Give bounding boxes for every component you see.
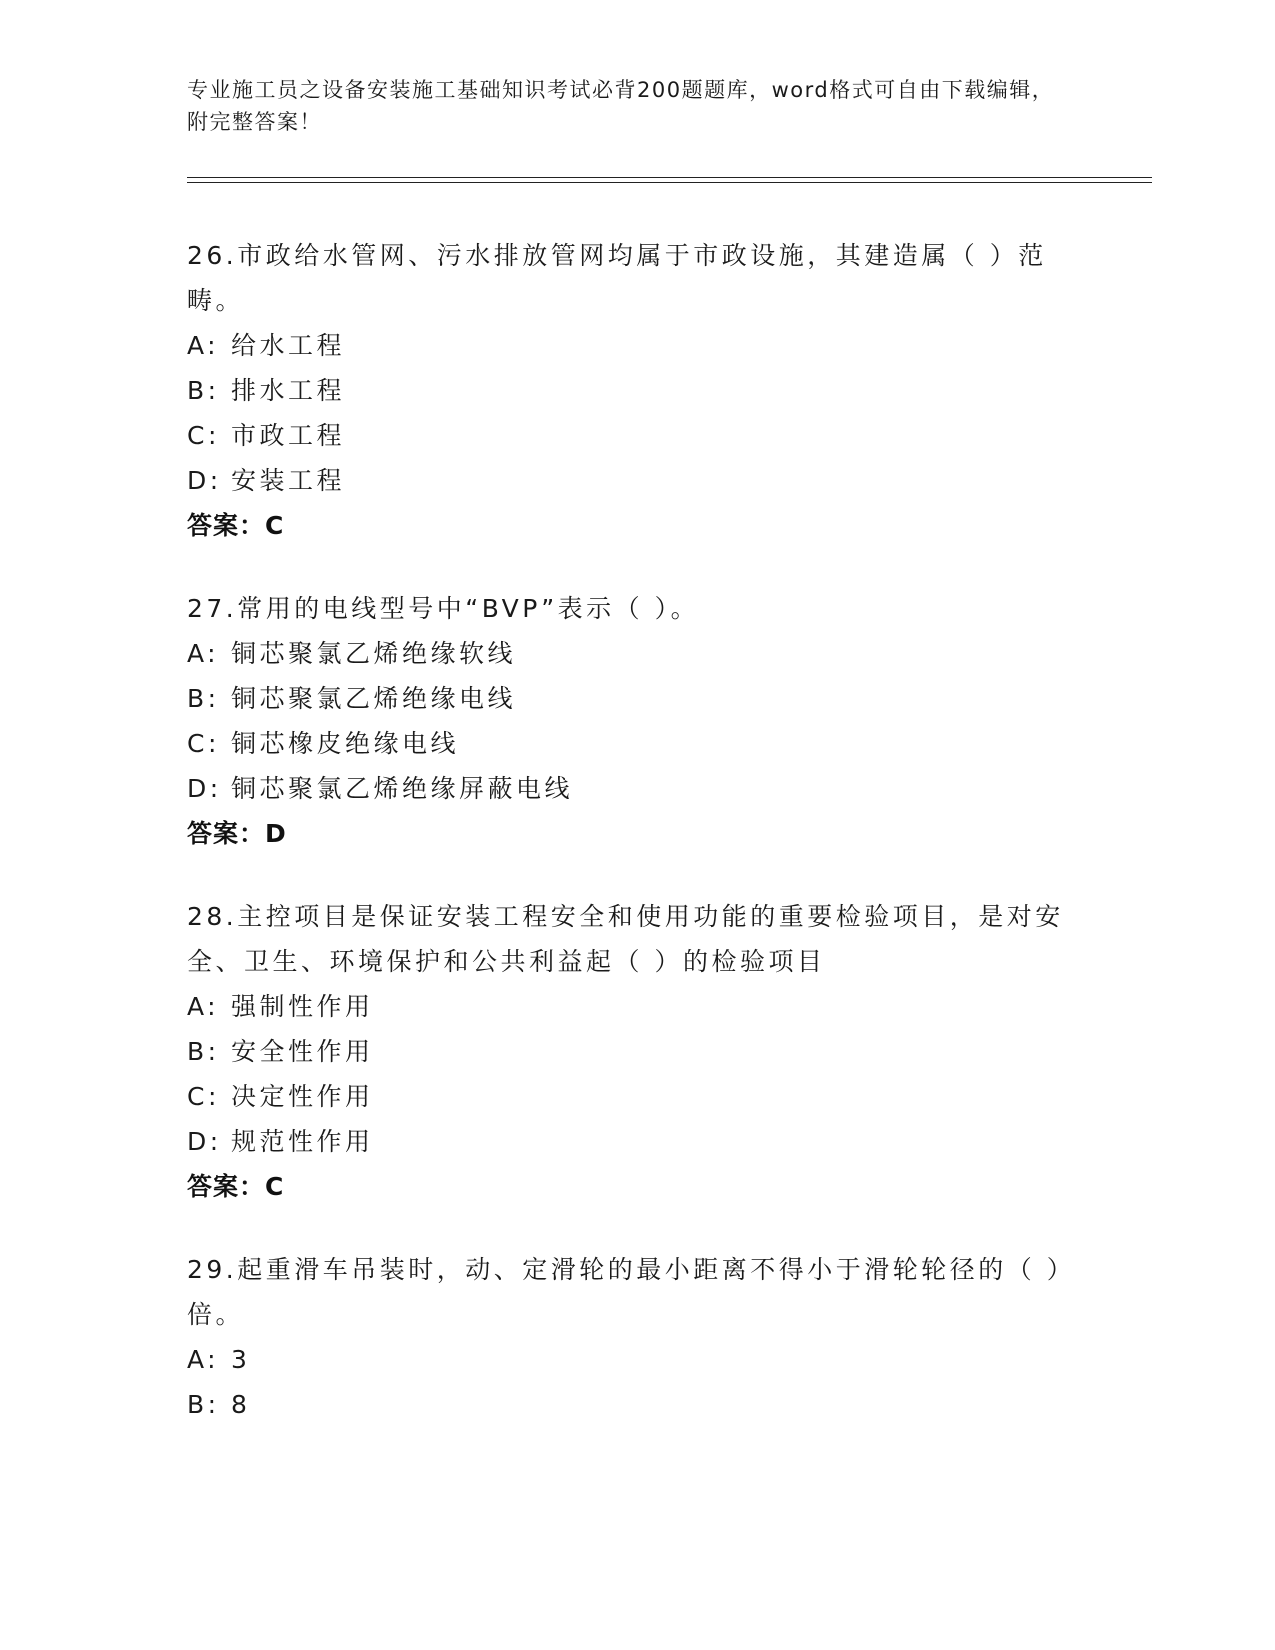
question-29 bbox=[187, 1247, 1087, 1427]
answer-line: 答案：D bbox=[187, 819, 287, 848]
question-27 bbox=[187, 586, 1087, 856]
option-a bbox=[187, 984, 1087, 1029]
option-key: D: bbox=[187, 1127, 222, 1156]
option-b bbox=[187, 368, 1087, 413]
option-text: 安全性作用 bbox=[231, 1037, 374, 1066]
option-text: 8 bbox=[231, 1390, 251, 1419]
option-text: 铜芯聚氯乙烯绝缘屏蔽电线 bbox=[231, 774, 574, 803]
option-c bbox=[187, 413, 1087, 458]
option-d bbox=[187, 458, 1087, 503]
option-key: A: bbox=[187, 992, 220, 1021]
option-text: 3 bbox=[231, 1345, 251, 1374]
option-c bbox=[187, 721, 1087, 766]
option-c bbox=[187, 1074, 1087, 1119]
option-a bbox=[187, 1337, 1087, 1382]
option-key: B: bbox=[187, 376, 220, 405]
option-key: D: bbox=[187, 466, 222, 495]
option-key: A: bbox=[187, 1345, 220, 1374]
option-d bbox=[187, 1119, 1087, 1164]
option-text: 市政工程 bbox=[231, 421, 346, 450]
option-key: A: bbox=[187, 331, 220, 360]
option-b bbox=[187, 676, 1087, 721]
option-b bbox=[187, 1029, 1087, 1074]
question-list bbox=[187, 233, 1087, 1465]
question-28 bbox=[187, 894, 1087, 1209]
option-text: 铜芯橡皮绝缘电线 bbox=[231, 729, 460, 758]
option-text: 铜芯聚氯乙烯绝缘软线 bbox=[231, 639, 517, 668]
option-key: B: bbox=[187, 1390, 220, 1419]
option-d bbox=[187, 766, 1087, 811]
header-divider-bottom bbox=[187, 182, 1152, 183]
question-text: 29.起重滑车吊装时，动、定滑轮的最小距离不得小于滑轮轮径的（ ）倍。 bbox=[187, 1255, 1076, 1329]
option-a bbox=[187, 631, 1087, 676]
option-text: 决定性作用 bbox=[231, 1082, 374, 1111]
option-a bbox=[187, 323, 1087, 368]
option-b bbox=[187, 1382, 1087, 1427]
option-key: B: bbox=[187, 1037, 220, 1066]
option-text: 强制性作用 bbox=[231, 992, 374, 1021]
question-26 bbox=[187, 233, 1087, 548]
option-key: B: bbox=[187, 684, 220, 713]
question-text: 27.常用的电线型号中“BVP”表示（ ）。 bbox=[187, 594, 700, 623]
question-text: 28.主控项目是保证安装工程安全和使用功能的重要检验项目，是对安全、卫生、环境保护和公共利益起（ ）的检验项目 bbox=[187, 902, 1064, 976]
option-key: C: bbox=[187, 729, 220, 758]
option-text: 排水工程 bbox=[231, 376, 346, 405]
option-text: 给水工程 bbox=[231, 331, 346, 360]
question-text: 26.市政给水管网、污水排放管网均属于市政设施，其建造属（ ）范畴。 bbox=[187, 241, 1047, 315]
option-text: 铜芯聚氯乙烯绝缘电线 bbox=[231, 684, 517, 713]
answer-line: 答案：C bbox=[187, 1172, 285, 1201]
header-divider-top bbox=[187, 177, 1152, 178]
option-text: 规范性作用 bbox=[231, 1127, 374, 1156]
option-key: C: bbox=[187, 421, 220, 450]
document-header: 专业施工员之设备安装施工基础知识考试必背200题题库，word格式可自由下载编辑，附完整答案！ bbox=[187, 78, 1055, 134]
option-text: 安装工程 bbox=[231, 466, 346, 495]
option-key: C: bbox=[187, 1082, 220, 1111]
option-key: A: bbox=[187, 639, 220, 668]
answer-line: 答案：C bbox=[187, 511, 285, 540]
option-key: D: bbox=[187, 774, 222, 803]
